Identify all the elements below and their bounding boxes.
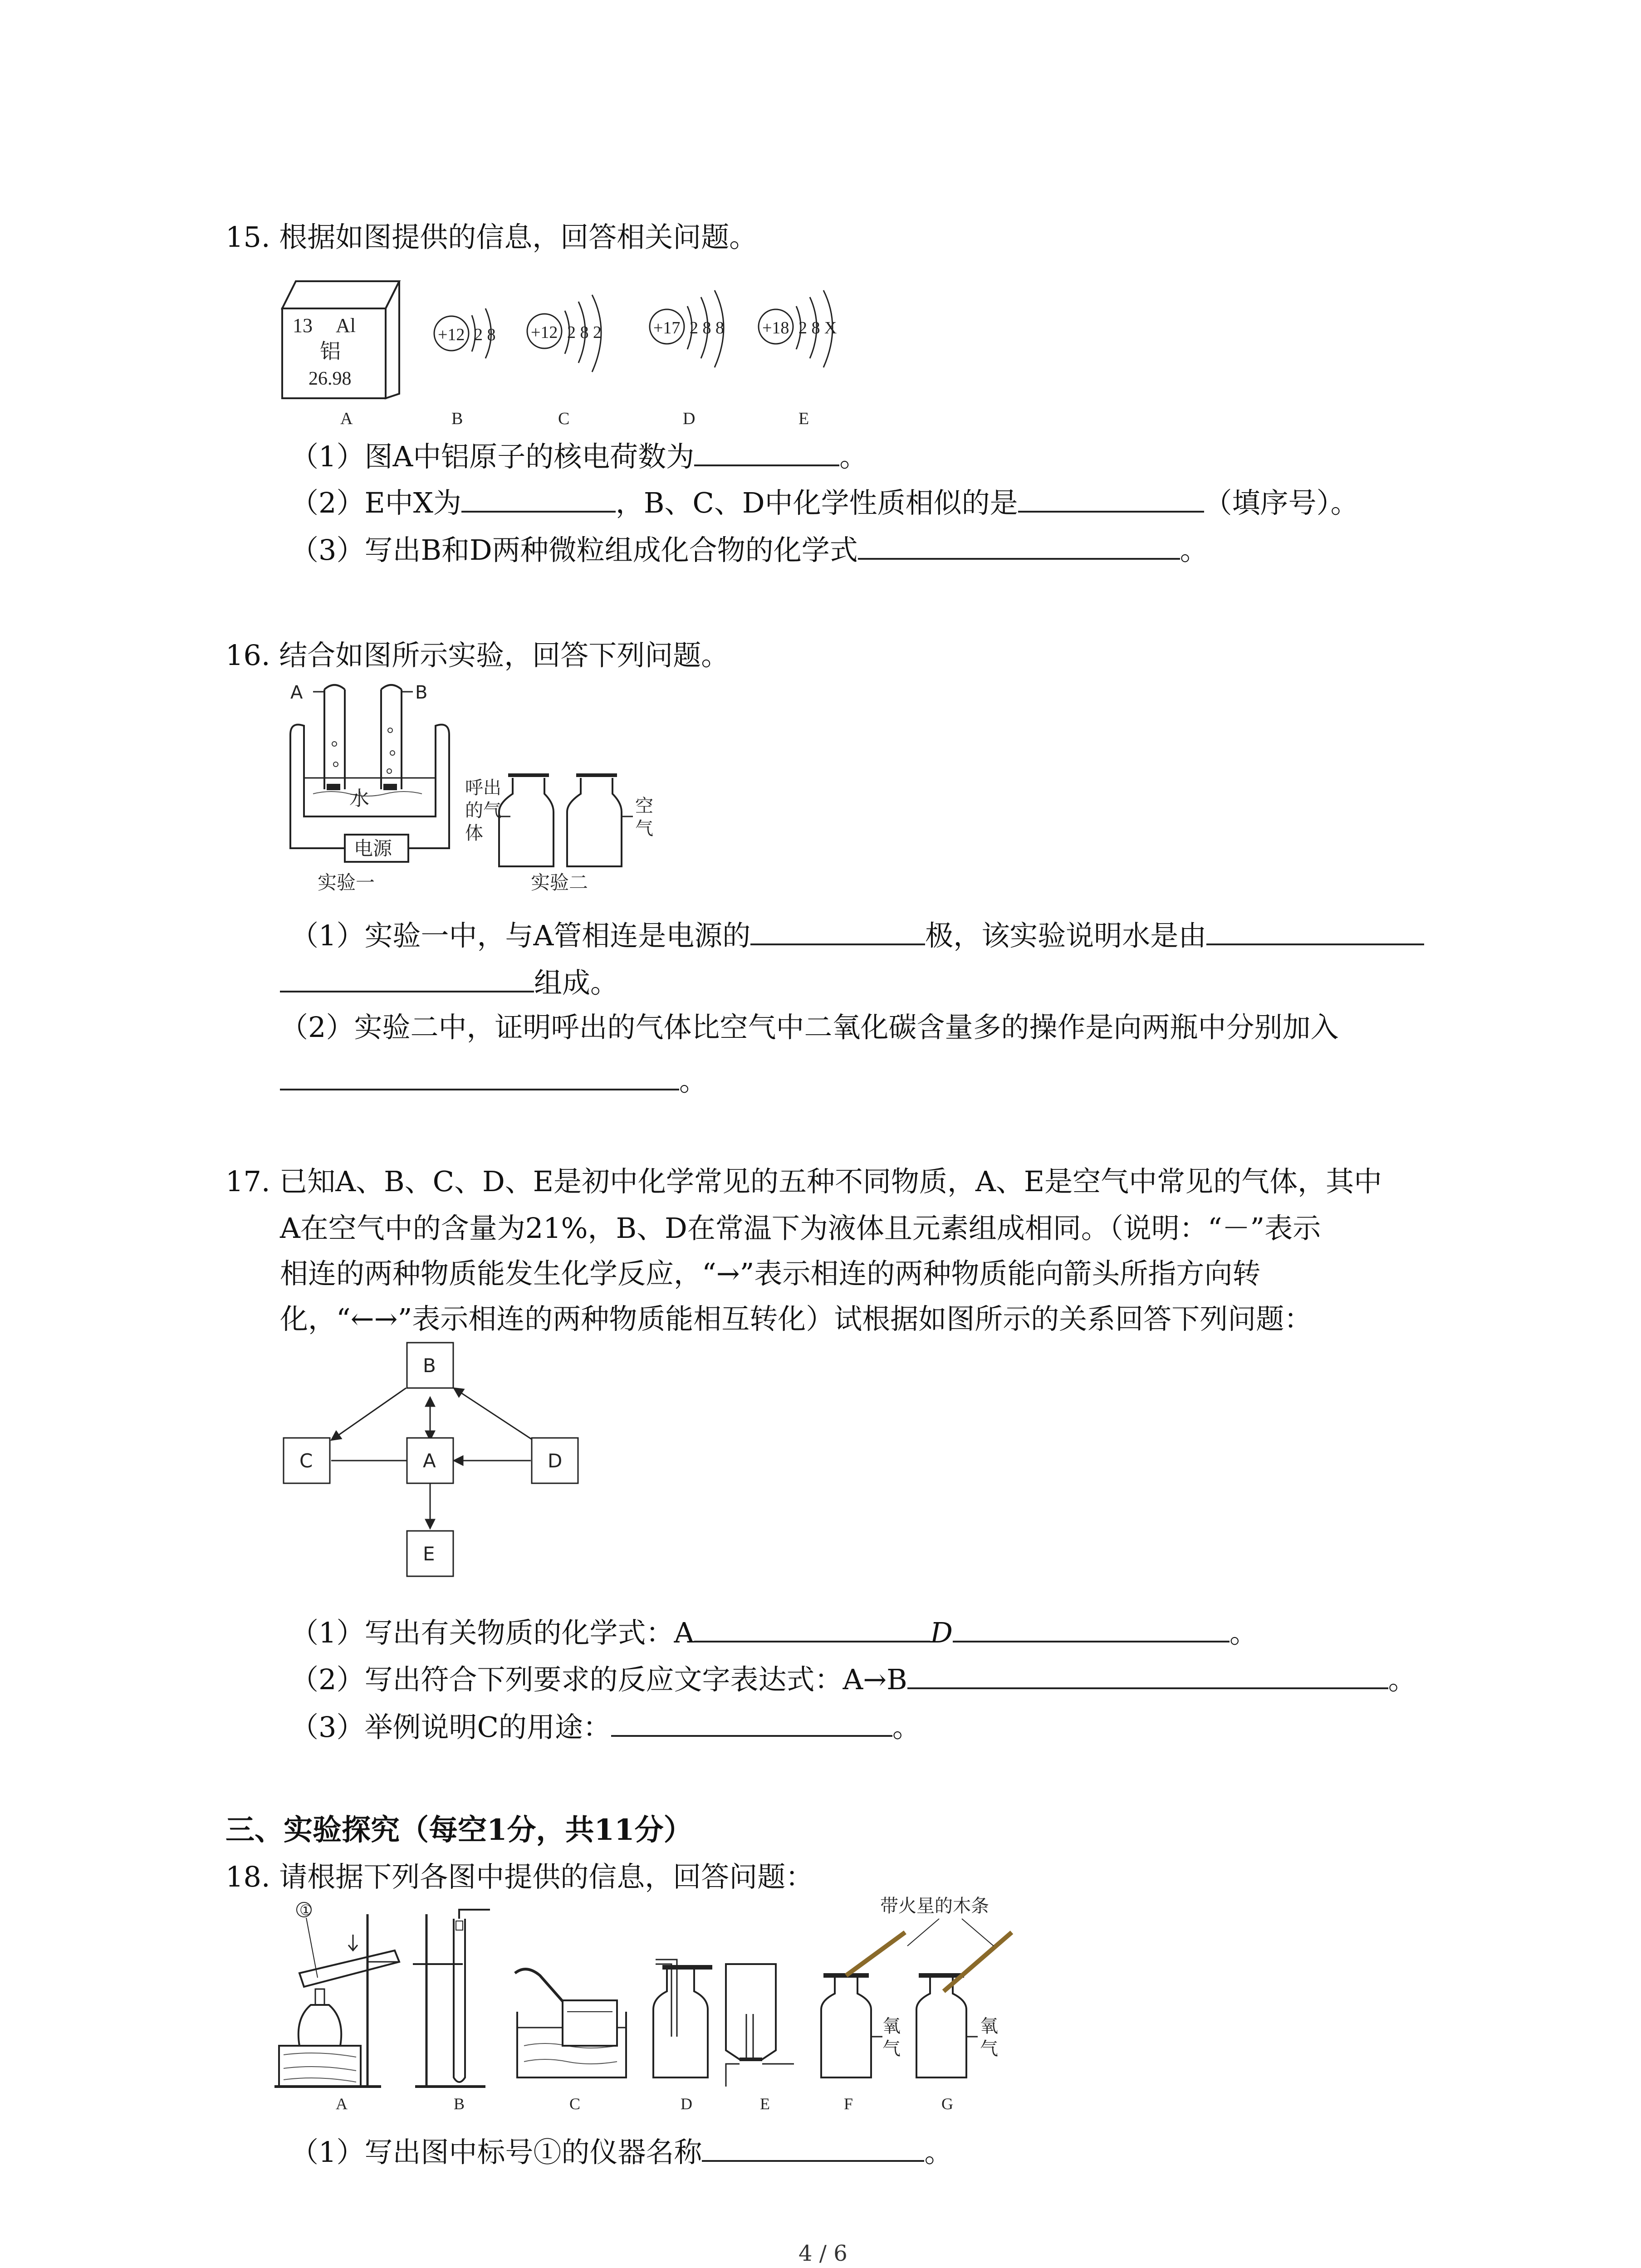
node-c (284, 1438, 330, 1483)
splint-label: 带火星的木条 (880, 1896, 989, 1916)
fig18-label-g: G (941, 2095, 953, 2113)
node-a (407, 1438, 453, 1483)
answer-blank-15-3[interactable] (858, 530, 1180, 560)
exhaled-label-2: 的气 (465, 800, 501, 821)
q17-part2: （2）写出符合下列要求的反应文字表达式：A→B 。 (290, 1659, 1416, 1698)
q15-part2: （2）E中X为 ，B、C、D中化学性质相似的是 （填序号）。 (290, 483, 1359, 521)
nucleus-c: +12 (531, 323, 558, 342)
water-label: 水 (349, 787, 369, 810)
exhaled-label-1: 呼出 (465, 777, 501, 798)
svg-text:B: B (423, 1354, 436, 1377)
fig15-label-a: A (340, 409, 353, 428)
gas-bottles (465, 773, 653, 894)
q17-part1: （1）写出有关物质的化学式：A D 。 (290, 1613, 1258, 1651)
section-heading: 三、实验探究（每空1分，共11分） (225, 1813, 693, 1847)
fig18-label-c: C (569, 2095, 581, 2113)
svg-text:D: D (548, 1450, 563, 1472)
q15-part1: （1）图A中铝原子的核电荷数为 。 (290, 436, 867, 475)
fig15-label-c: C (558, 409, 570, 428)
q15-figure (272, 268, 907, 440)
q17-line2: A在空气中的含量为21%，B、D在常温下为液体且元素组成相同。（说明：“－”表示 (280, 1212, 1321, 1245)
svg-text:C: C (299, 1450, 313, 1472)
apparatus-a (274, 1902, 399, 2087)
q16-part2: （2）实验二中，证明呼出的气体比空气中二氧化碳含量多的操作是向两瓶中分别加入 (280, 1011, 1339, 1044)
fig18-label-e: E (760, 2095, 770, 2113)
shells-c: 2 8 2 (567, 323, 602, 342)
element-card-al (282, 281, 399, 398)
nucleus-e: +18 (762, 318, 789, 337)
element-mass: 26.98 (309, 368, 352, 389)
apparatus-e (726, 1964, 794, 2087)
q16-part1-cont: 组成。 (280, 963, 618, 1001)
tube-b-label: B (415, 682, 428, 703)
exhaled-label-3: 体 (465, 823, 483, 844)
q16-part1: （1）实验一中，与A管相连是电源的 极，该实验说明水是由 (290, 915, 1424, 954)
shells-b: 2 8 (474, 325, 496, 344)
air-label-2: 气 (635, 818, 653, 839)
q16-stem: 16. 结合如图所示实验，回答下列问题。 (225, 639, 730, 672)
nucleus-d: +17 (653, 318, 681, 337)
oxygen-label-f2: 气 (882, 2038, 901, 2059)
q17-part3: （3）举例说明C的用途： 。 (290, 1707, 921, 1745)
electrolysis-apparatus (281, 676, 449, 894)
q17-line1: 17. 已知A、B、C、D、E是初中化学常见的五种不同物质，A、E是空气中常见的气体，其中 (225, 1165, 1382, 1198)
atom-diagram-c (527, 295, 602, 372)
answer-blank-17-2[interactable] (907, 1659, 1388, 1689)
element-name: 铝 (320, 340, 341, 363)
atom-diagram-d (650, 290, 724, 367)
fig18-label-d: D (681, 2095, 692, 2113)
oxygen-label-f1: 氧 (882, 2016, 901, 2037)
q18-stem: 18. 请根据下列各图中提供的信息，回答问题： (225, 1860, 814, 1893)
oxygen-label-g2: 气 (980, 2038, 998, 2059)
answer-blank-15-2a[interactable] (461, 483, 616, 513)
answer-blank-17-d[interactable] (953, 1613, 1230, 1642)
answer-blank-18-1[interactable] (702, 2132, 924, 2162)
q18-figure (272, 1896, 1134, 2114)
shells-d: 2 8 8 (690, 318, 724, 337)
fig18-label-b: B (454, 2095, 465, 2113)
answer-blank-15-1[interactable] (694, 436, 839, 466)
exp2-label: 实验二 (531, 871, 588, 894)
apparatus-d (653, 1960, 712, 2077)
node-b (407, 1343, 453, 1388)
apparatus-b (413, 1910, 490, 2087)
answer-blank-16-1a[interactable] (750, 915, 925, 945)
svg-text:E: E (423, 1543, 435, 1565)
page-number: 4 / 6 (798, 2241, 847, 2266)
q18-part1: （1）写出图中标号①的仪器名称 。 (290, 2132, 952, 2170)
air-label-1: 空 (635, 796, 653, 816)
nucleus-b: +12 (438, 325, 465, 344)
q17-line4: 化，“←→”表示相连的两种物质能相互转化）试根据如图所示的关系回答下列问题： (280, 1302, 1313, 1335)
apparatus-g (916, 1932, 1012, 2077)
answer-blank-16-1c[interactable] (280, 963, 534, 992)
svg-text:A: A (423, 1450, 436, 1472)
answer-blank-16-1b[interactable] (1206, 915, 1424, 945)
fig15-label-e: E (798, 409, 809, 428)
power-label: 电源 (354, 837, 392, 860)
apparatus-c (515, 1969, 626, 2077)
answer-blank-16-2[interactable] (280, 1061, 679, 1090)
fig15-label-d: D (683, 409, 696, 428)
apparatus-f (821, 1932, 905, 2077)
exp1-label: 实验一 (318, 871, 375, 894)
q17-relation-diagram (281, 1343, 590, 1601)
marker-1: ① (299, 1902, 313, 1918)
q16-figure (281, 676, 690, 903)
fig18-label-f: F (844, 2095, 853, 2113)
fig15-label-b: B (451, 409, 463, 428)
element-symbol: Al (336, 314, 356, 337)
q15-part3: （3）写出B和D两种微粒组成化合物的化学式 。 (290, 530, 1208, 568)
fig18-label-a: A (336, 2095, 348, 2113)
shells-e: 2 8 X (798, 318, 837, 337)
oxygen-label-g1: 氧 (980, 2016, 998, 2037)
node-d (532, 1438, 578, 1483)
q17-line3: 相连的两种物质能发生化学反应，“→”表示相连的两种物质能向箭头所指方向转 (280, 1257, 1261, 1290)
node-e (407, 1531, 453, 1576)
answer-blank-15-2b[interactable] (1018, 483, 1204, 513)
element-number: 13 (293, 314, 313, 337)
answer-blank-17-3[interactable] (611, 1707, 892, 1737)
q16-part2-cont: 。 (280, 1061, 707, 1099)
q15-stem: 15. 根据如图提供的信息，回答相关问题。 (225, 220, 758, 254)
answer-blank-17-a[interactable] (694, 1613, 930, 1642)
atom-diagram-b (434, 308, 496, 358)
atom-diagram-e (759, 290, 837, 367)
tube-a-label: A (290, 682, 303, 703)
